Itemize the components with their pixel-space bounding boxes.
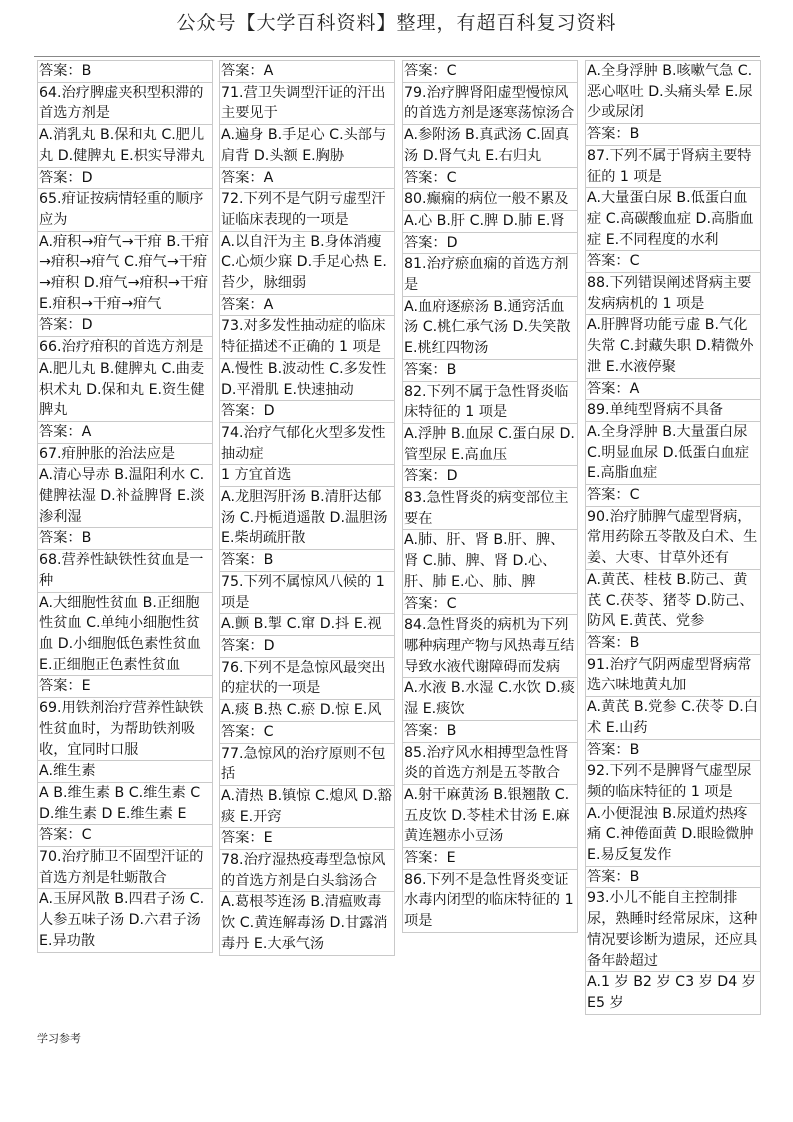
option-text: A.射干麻黄汤 B.银翘散 C.五皮饮 D.苓桂术甘汤 E.麻黄连翘赤小豆汤 [402, 785, 578, 848]
answer-line: 答案：B [585, 740, 761, 762]
question-text: 88.下列错误阐述肾病主要发病病机的 1 项是 [585, 273, 761, 315]
option-text: A.参附汤 B.真武汤 C.固真汤 D.肾气丸 E.右归丸 [402, 125, 578, 167]
answer-line: 答案：B [219, 550, 395, 572]
question-text: 71.营卫失调型汗证的汗出主要见于 [219, 83, 395, 125]
question-text: 82.下列不属于急性肾炎临床特征的 1 项是 [402, 382, 578, 424]
question-text: 87.下列不属于肾病主要特征的 1 项是 [585, 146, 761, 188]
column-2 [219, 60, 395, 956]
option-text: A.小便混浊 B.尿道灼热疼痛 C.神倦面黄 D.眼睑微肿 E.易反复发作 [585, 804, 761, 867]
answer-line: 答案：B [37, 528, 213, 550]
option-text: A.疳积→疳气→干疳 B.干疳→疳积→疳气 C.疳气→干疳→疳积 D.疳气→疳积→干疳 E.疳积→干疳→疳气 [37, 232, 213, 316]
question-text: 72.下列不是气阴亏虚型汗证临床表现的一项是 [219, 189, 395, 231]
question-text: 79.治疗脾肾阳虚型慢惊风的首选方剂是逐寒荡惊汤合 [402, 83, 578, 125]
answer-line: 答案：D [219, 401, 395, 423]
column-1 [37, 60, 213, 953]
question-text: 66.治疗疳积的首选方剂是 [37, 337, 213, 359]
option-text: A.颤 B.掣 C.窜 D.抖 E.视 [219, 614, 395, 636]
answer-line: 答案：B [402, 721, 578, 743]
answer-line: 答案：E [402, 848, 578, 870]
option-text: A.黄芪 B.党参 C.茯苓 D.白术 E.山药 [585, 697, 761, 739]
answer-line: 答案：D [219, 636, 395, 658]
answer-line: 答案：A [219, 60, 395, 83]
option-text: A.肝脾肾功能亏虚 B.气化失常 C.封藏失职 D.精微外泄 E.水液停聚 [585, 315, 761, 378]
answer-line: 答案：C [37, 825, 213, 847]
answer-line: 答案：E [37, 676, 213, 698]
option-text: A.以自汗为主 B.身体消瘦 C.心烦少寐 D.手足心热 E.苔少，脉细弱 [219, 232, 395, 295]
option-text: A.1 岁 B2 岁 C3 岁 D4 岁 E5 岁 [585, 972, 761, 1014]
question-text: 74.治疗气郁化火型多发性抽动症 [219, 423, 395, 465]
option-text: A.血府逐瘀汤 B.通窍活血汤 C.桃仁承气汤 D.失笑散 E.桃红四物汤 [402, 297, 578, 360]
answer-line: 答案：A [219, 168, 395, 190]
question-text: 92.下列不是脾肾气虚型尿频的临床特征的 1 项是 [585, 761, 761, 803]
option-text: A.全身浮肿 B.咳嗽气急 C.恶心呕吐 D.头痛头晕 E.尿少或尿闭 [585, 60, 761, 124]
answer-line: 答案：C [402, 168, 578, 190]
question-text: 68.营养性缺铁性贫血是一种 [37, 550, 213, 592]
option-text: A.肥儿丸 B.健脾丸 C.曲麦枳术丸 D.保和丸 E.资生健脾丸 [37, 359, 213, 422]
answer-line: 答案：D [37, 315, 213, 337]
option-text: A.大细胞性贫血 B.正细胞性贫血 C.单纯小细胞性贫血 D.小细胞低色素性贫血 E.正细胞正色素性贫血 [37, 593, 213, 677]
option-text: A B.维生素 B C.维生素 C D.维生素 D E.维生素 E [37, 783, 213, 825]
header-rule [34, 56, 760, 57]
answer-line: 答案：D [402, 233, 578, 255]
column-4 [585, 60, 761, 1015]
answer-line: 答案：C [219, 722, 395, 744]
option-text: A.慢性 B.波动性 C.多发性 D.平滑肌 E.快速抽动 [219, 359, 395, 401]
question-text: 83.急性肾炎的病变部位主要在 [402, 488, 578, 530]
answer-line: 答案：E [219, 828, 395, 850]
question-text: 85.治疗风水相搏型急性肾炎的首选方剂是五苓散合 [402, 743, 578, 785]
option-text: A.龙胆泻肝汤 B.清肝达郁汤 C.丹栀逍遥散 D.温胆汤 E.柴胡疏肝散 [219, 487, 395, 550]
question-text: 1 方宜首选 [219, 465, 395, 487]
answer-line: 答案：C [402, 594, 578, 616]
question-text: 90.治疗肺脾气虚型肾病，常用药除五苓散及白术、生姜、大枣、甘草外还有 [585, 507, 761, 570]
question-text: 70.治疗肺卫不固型汗证的首选方剂是牡蛎散合 [37, 847, 213, 889]
page-footer: 学习参考 [37, 1032, 81, 1045]
question-text: 81.治疗瘀血痫的首选方剂是 [402, 254, 578, 296]
answer-line: 答案：A [37, 422, 213, 444]
answer-line: 答案：B [585, 633, 761, 655]
question-text: 93.小儿不能自主控制排尿，熟睡时经常尿床，这种情况要诊断为遗尿，还应具备年龄超过 [585, 888, 761, 972]
answer-line: 答案：C [585, 485, 761, 507]
question-text: 69.用铁剂治疗营养性缺铁性贫血时，为帮助铁剂吸收，宜同时口服 [37, 698, 213, 761]
question-text: 67.疳肿胀的治法应是 [37, 444, 213, 466]
answer-line: 答案：D [402, 466, 578, 488]
question-text: 89.单纯型肾病不具备 [585, 400, 761, 422]
column-3 [402, 60, 578, 933]
question-text: 77.急惊风的治疗原则不包括 [219, 744, 395, 786]
answer-line: 答案：A [585, 379, 761, 401]
answer-line: 答案：D [37, 168, 213, 190]
answer-line: 答案：B [585, 124, 761, 146]
option-text: A.遍身 B.手足心 C.头部与肩背 D.头额 E.胸胁 [219, 125, 395, 167]
answer-line: 答案：C [585, 251, 761, 273]
answer-line: 答案：B [402, 360, 578, 382]
option-text: A.维生素 [37, 761, 213, 783]
option-text: A.玉屏风散 B.四君子汤 C.人参五味子汤 D.六君子汤 E.异功散 [37, 889, 213, 952]
option-text: A.痰 B.热 C.瘀 D.惊 E.风 [219, 700, 395, 722]
question-text: 91.治疗气阴两虚型肾病常选六味地黄丸加 [585, 655, 761, 697]
option-text: A.黄芪、桂枝 B.防己、黄芪 C.茯苓、猪苓 D.防己、防风 E.黄芪、党参 [585, 570, 761, 633]
page-header: 公众号【大学百科资料】整理，有超百科复习资料 [176, 12, 617, 34]
question-text: 76.下列不是急惊风最突出的症状的一项是 [219, 658, 395, 700]
question-text: 65.疳证按病情轻重的顺序应为 [37, 189, 213, 231]
option-text: A.水液 B.水湿 C.水饮 D.痰湿 E.痰饮 [402, 678, 578, 720]
option-text: A.浮肿 B.血尿 C.蛋白尿 D.管型尿 E.高血压 [402, 424, 578, 466]
option-text: A.心 B.肝 C.脾 D.肺 E.肾 [402, 211, 578, 233]
option-text: A.全身浮肿 B.大量蛋白尿 C.明显血尿 D.低蛋白血症 E.高脂血症 [585, 422, 761, 485]
question-text: 84.急性肾炎的病机为下列哪种病理产物与风热毒互结导致水液代谢障碍而发病 [402, 615, 578, 678]
question-text: 64.治疗脾虚夹积型积滞的首选方剂是 [37, 83, 213, 125]
option-text: A.清心导赤 B.温阳利水 C.健脾祛湿 D.补益脾肾 E.淡渗利湿 [37, 465, 213, 528]
question-text: 86.下列不是急性肾炎变证水毒内闭型的临床特征的 1 项是 [402, 870, 578, 933]
option-text: A.葛根芩连汤 B.清瘟败毒饮 C.黄连解毒汤 D.甘露消毒丹 E.大承气汤 [219, 892, 395, 955]
answer-line: 答案：B [37, 60, 213, 83]
question-text: 73.对多发性抽动症的临床特征描述不正确的 1 项是 [219, 316, 395, 358]
option-text: A.清热 B.镇惊 C.熄风 D.豁痰 E.开窍 [219, 786, 395, 828]
answer-line: 答案：B [585, 867, 761, 889]
question-text: 75.下列不属惊风八候的 1 项是 [219, 572, 395, 614]
answer-line: 答案：C [402, 60, 578, 83]
question-text: 78.治疗湿热疫毒型急惊风的首选方剂是白头翁汤合 [219, 850, 395, 892]
option-text: A.肺、肝、肾 B.肝、脾、肾 C.肺、脾、肾 D.心、肝、肺 E.心、肺、脾 [402, 530, 578, 593]
question-text: 80.癫痫的病位一般不累及 [402, 189, 578, 211]
option-text: A.消乳丸 B.保和丸 C.肥儿丸 D.健脾丸 E.枳实导滞丸 [37, 125, 213, 167]
answer-line: 答案：A [219, 295, 395, 317]
option-text: A.大量蛋白尿 B.低蛋白血症 C.高碳酸血症 D.高脂血症 E.不同程度的水利 [585, 188, 761, 251]
